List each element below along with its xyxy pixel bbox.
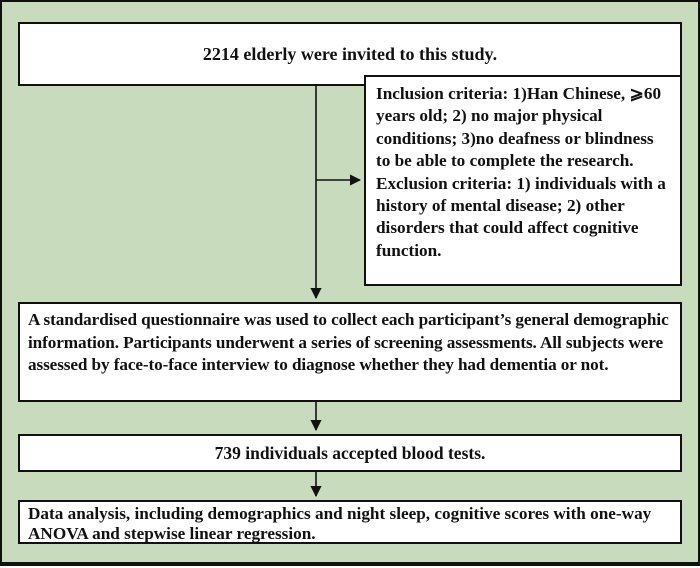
questionnaire-text: A standardised questionnaire was used to collect each participant’s general demographic information. Participants underwent a series of screening assessments. All subjects were assessed by face-to-face interview to diagnose whether they had dementia or not. xyxy=(28,310,669,374)
inclusion-criteria-text: Inclusion criteria: 1)Han Chinese, ⩾60 years old; 2) no major physical conditions; 3)no deafness or blindness to be able to complete the research. xyxy=(376,84,662,171)
invited-text: 2214 elderly were invited to this study. xyxy=(202,43,498,64)
exclusion-criteria-text: Exclusion criteria: 1) individuals with a history of mental disease; 2) other disorders that could affect cognitive function. xyxy=(376,173,666,260)
questionnaire-box xyxy=(18,302,682,402)
blood-tests-box xyxy=(18,434,682,472)
criteria-box xyxy=(364,75,682,286)
analysis-text: Data analysis, including demographics and night sleep, cognitive scores with one-way ANOVA and stepwise linear regression. xyxy=(28,504,652,543)
blood-tests-text: 739 individuals accepted blood tests. xyxy=(214,442,486,463)
analysis-box xyxy=(18,500,682,544)
